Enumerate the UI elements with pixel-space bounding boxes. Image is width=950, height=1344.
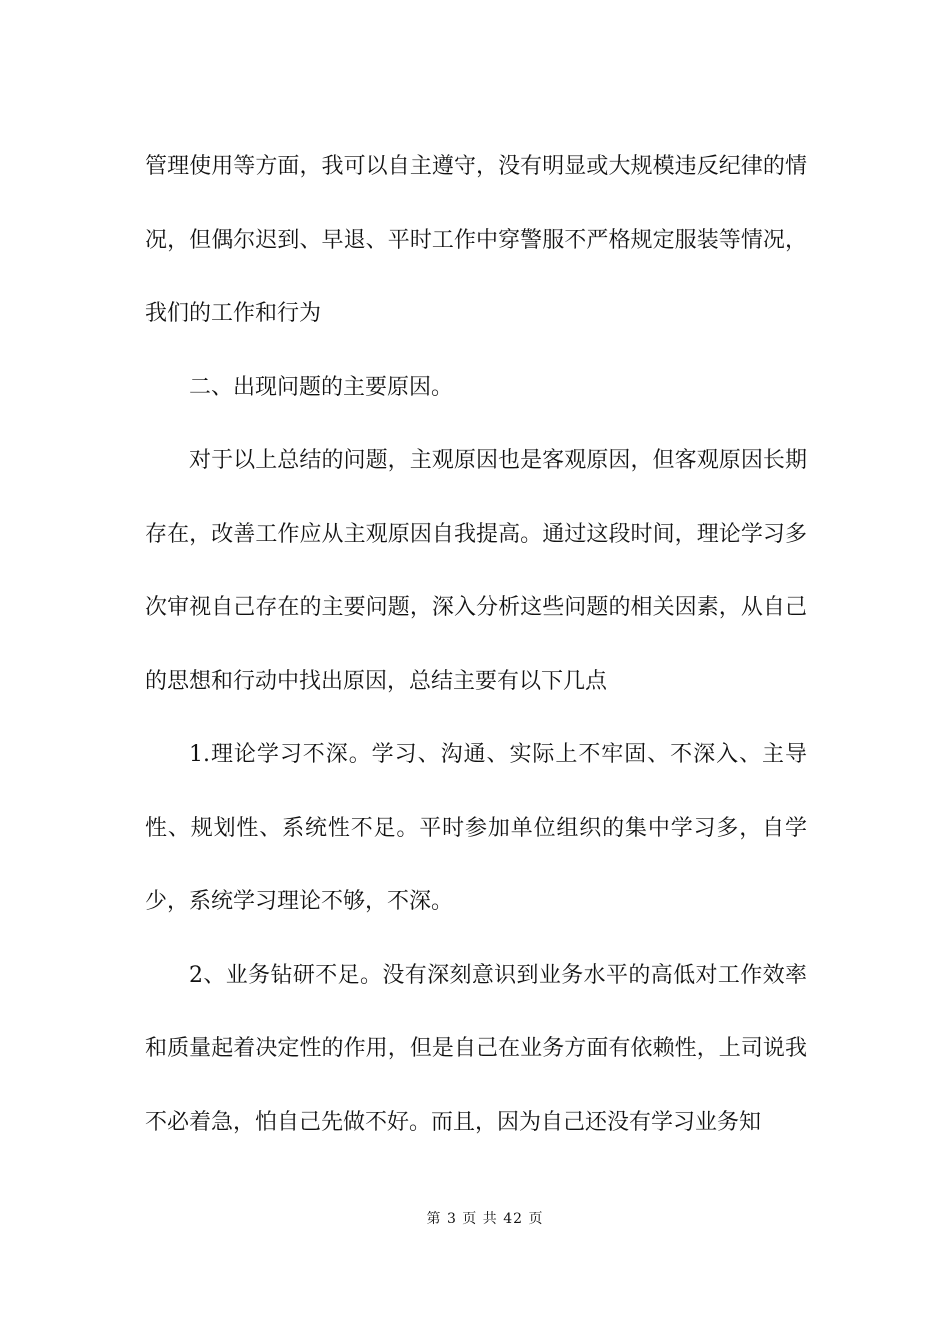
paragraph-1: 管理使用等方面，我可以自主遵守，没有明显或大规模违反纪律的情况，但偶尔迟到、早退、平时工作中穿警服不严格规定服装等情况，我们的工作和行为 xyxy=(145,154,807,326)
paragraph-causes-intro: 对于以上总结的问题，主观原因也是客观原因，但客观原因长期存在，改善工作应从主观原因自我提高。通过这段时间，理论学习多次审视自己存在的主要问题，深入分析这些问题的相关因素，从自己的思想和行动中找出原因，总结主要有以下几点 xyxy=(145,448,807,694)
paragraph-point-1: 1.理论学习不深。学习、沟通、实际上不牢固、不深入、主导性、规划性、系统性不足。平时参加单位组织的集中学习多，自学少，系统学习理论不够，不深。 xyxy=(145,742,807,914)
paragraph-point-2: 2、业务钻研不足。没有深刻意识到业务水平的高低对工作效率和质量起着决定性的作用，但是自己在业务方面有依赖性，上司说我不必着急，怕自己先做不好。而且，因为自己还没有学习业务知 xyxy=(145,962,807,1135)
document-body xyxy=(145,130,807,1159)
section-heading-main-causes: 二、出现问题的主要原因。 xyxy=(189,374,454,400)
page-number-footer: 第 3 页 共 42 页 xyxy=(426,1211,544,1227)
